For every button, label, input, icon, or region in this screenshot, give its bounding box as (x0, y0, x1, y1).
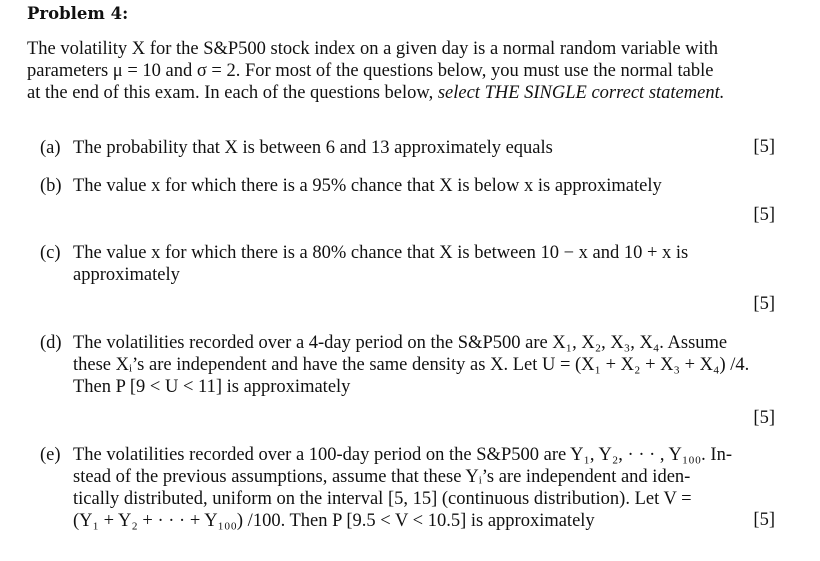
problem-intro (27, 38, 807, 104)
question-label: (b) (40, 176, 62, 196)
question-body (73, 332, 780, 398)
question-line: The value x for which there is a 80% chance that X is between 10 − x and 10 + x is (73, 243, 689, 263)
intro-line-1: The volatility X for the S&P500 stock index on a given day is a normal random variable with (27, 39, 719, 59)
question-line: stead of the previous assumptions, assume that these Yᵢ’s are independent and iden- (73, 467, 691, 487)
question-line: The volatilities recorded over a 4-day period on the S&P500 are X₁, X₂, X₃, X₄. Assume (73, 333, 728, 353)
question-line: The volatilities recorded over a 100-day period on the S&P500 are Y₁, Y₂, · · · , Y₁₀₀. In- (73, 445, 733, 465)
question-line: these Xᵢ’s are independent and have the same density as X. Let U = (X₁ + X₂ + X₃ + X₄) /4. (73, 355, 750, 375)
question-body (73, 444, 780, 532)
question-a (40, 137, 780, 159)
problem-title: Problem 4: (27, 4, 129, 23)
question-label: (d) (40, 333, 62, 353)
question-line: (Y₁ + Y₂ + · · · + Y₁₀₀) /100. Then P [9.5 < V < 10.5] is approximately (73, 511, 595, 531)
question-e-mark: [5] (753, 510, 775, 530)
question-label: (a) (40, 138, 61, 158)
question-c (40, 242, 780, 286)
intro-line-3-text: at the end of this exam. In each of the questions below, (27, 83, 438, 103)
question-label: (e) (40, 445, 61, 465)
question-b (40, 175, 780, 197)
question-d-mark: [5] (753, 408, 775, 428)
question-line: tically distributed, uniform on the interval [5, 15] (continuous distribution). Let V = (73, 489, 692, 509)
question-e (40, 444, 780, 532)
question-label: (c) (40, 243, 61, 263)
question-b-mark: [5] (753, 205, 775, 225)
intro-line-3 (27, 82, 807, 104)
question-d (40, 332, 780, 398)
question-line: The value x for which there is a 95% chance that X is below x is approximately (73, 176, 662, 196)
question-body (73, 137, 780, 159)
question-body (73, 242, 780, 286)
question-line: approximately (73, 265, 180, 285)
question-line: The probability that X is between 6 and 13 approximately equals (73, 138, 553, 158)
question-line: Then P [9 < U < 11] is approximately (73, 377, 351, 397)
question-c-mark: [5] (753, 294, 775, 314)
intro-instruction: select THE SINGLE correct statement. (437, 83, 725, 103)
question-a-mark: [5] (753, 137, 775, 157)
question-body (73, 175, 780, 197)
intro-line-2: parameters μ = 10 and σ = 2. For most of the questions below, you must use the normal table (27, 61, 714, 81)
